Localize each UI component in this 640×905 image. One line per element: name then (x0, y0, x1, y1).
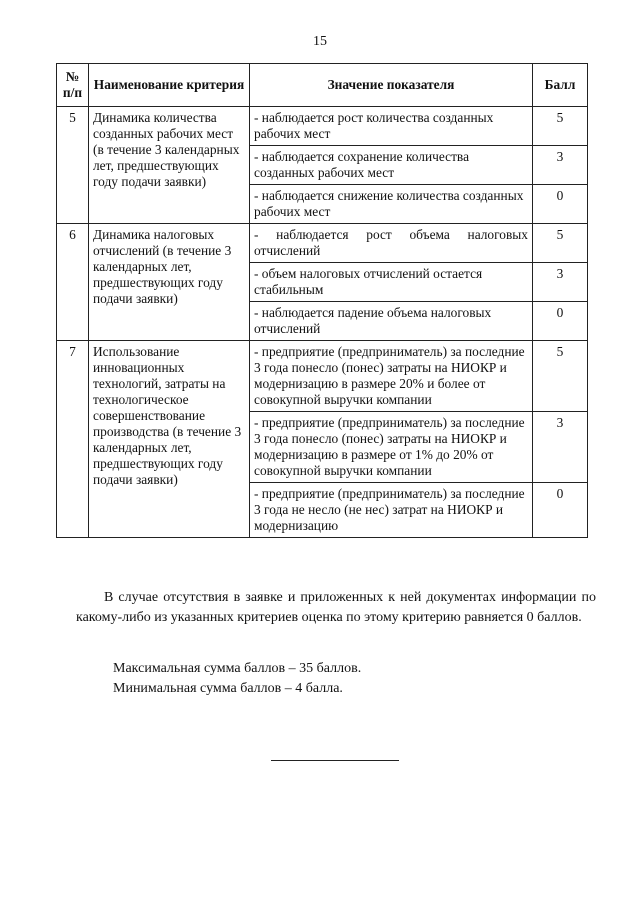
page-number: 15 (313, 34, 327, 49)
table-header-row (57, 64, 588, 107)
header-value: Значение показателя (250, 64, 533, 107)
table-row (57, 341, 588, 412)
score-cell: 5 (533, 224, 588, 263)
min-sum-line: Минимальная сумма баллов – 4 балла. (113, 681, 343, 696)
criteria-table (56, 63, 588, 538)
indicator-value: - предприятие (предприниматель) за последние 3 года понесло (понес) затраты на НИОКР и модернизацию в размере 20% и более от совокупной выручки компании (250, 341, 533, 412)
indicator-value: - наблюдается рост объема налоговых отчислений (250, 224, 533, 263)
table-row (57, 107, 588, 146)
indicator-value: - предприятие (предприниматель) за последние 3 года понесло (понес) затраты на НИОКР и модернизацию в размере от 1% до 20% от совокупной выручки компании (250, 412, 533, 483)
indicator-value: - наблюдается падение объема налоговых отчислений (250, 302, 533, 341)
criterion-name: Использование инновационных технологий, затраты на технологическое совершенствование производства (в течение 3 календарных лет, предшествующих году подачи заявки) (89, 341, 250, 538)
criterion-number: 6 (57, 224, 89, 341)
criterion-number: 5 (57, 107, 89, 224)
score-cell: 5 (533, 107, 588, 146)
score-cell: 3 (533, 146, 588, 185)
score-cell: 3 (533, 412, 588, 483)
score-cell: 0 (533, 483, 588, 538)
criterion-name: Динамика налоговых отчислений (в течение 3 календарных лет, предшествующих году подачи заявки) (89, 224, 250, 341)
score-cell: 0 (533, 302, 588, 341)
indicator-value: - наблюдается рост количества созданных рабочих мест (250, 107, 533, 146)
indicator-value: - наблюдается снижение количества созданных рабочих мест (250, 185, 533, 224)
score-cell: 0 (533, 185, 588, 224)
indicator-value: - предприятие (предприниматель) за последние 3 года не несло (не нес) затрат на НИОКР и модернизацию (250, 483, 533, 538)
max-sum-line: Максимальная сумма баллов – 35 баллов. (113, 661, 362, 676)
score-cell: 5 (533, 341, 588, 412)
indicator-value: - наблюдается сохранение количества созданных рабочих мест (250, 146, 533, 185)
header-number: № п/п (57, 64, 89, 107)
header-criterion: Наименование критерия (89, 64, 250, 107)
closing-divider (271, 760, 399, 761)
header-score: Балл (533, 64, 588, 107)
table-row (57, 224, 588, 263)
criterion-name: Динамика количества созданных рабочих мест (в течение 3 календарных лет, предшествующих году подачи заявки) (89, 107, 250, 224)
indicator-value: - объем налоговых отчислений остается стабильным (250, 263, 533, 302)
criterion-number: 7 (57, 341, 89, 538)
absence-note-paragraph: В случае отсутствия в заявке и приложенных к ней документах информации по какому-либо из указанных критериев оценка по этому критерию равняется 0 баллов. (76, 590, 596, 625)
score-cell: 3 (533, 263, 588, 302)
